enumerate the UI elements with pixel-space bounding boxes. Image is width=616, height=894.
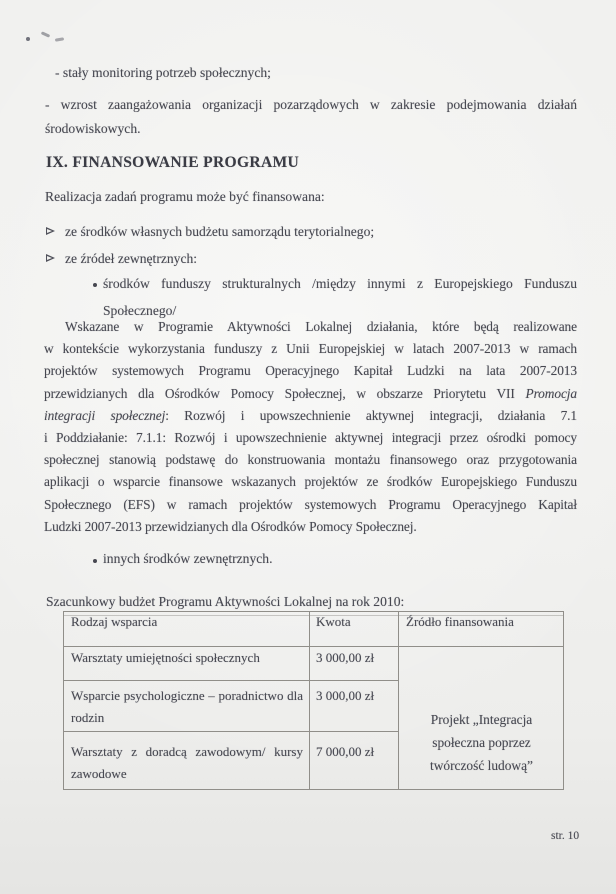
table-cell-line: rodzin bbox=[71, 709, 105, 725]
table-cell-amount-3: 7 000,00 zł bbox=[310, 732, 399, 789]
text-run: przewidzianych dla Ośrodków Pomocy Społecznej, w obszarze Priorytetu VII bbox=[44, 385, 526, 401]
text-run: w kontekście wykorzystania funduszy z Unii Europejskiej w latach 2007-2013 w ramach bbox=[44, 341, 577, 357]
text-run: aplikacji o wsparcie finansowe wskazanych projektów ze środków Europejskiego Funduszu bbox=[44, 474, 577, 490]
table-cell-support-3 bbox=[64, 732, 310, 789]
ink-speck bbox=[41, 31, 50, 37]
text-run: Społecznego (EFS) w ramach projektów systemowych Programu Operacyjnego Kapitał bbox=[44, 496, 577, 512]
section-heading: IX. FINANSOWANIE PROGRAMU bbox=[46, 154, 300, 171]
list-item-other-external: innych środków zewnętrznych. bbox=[103, 551, 273, 566]
text-run: projektów systemowych Programu Operacyjnego Kapitał Ludzki na lata 2007-2013 bbox=[44, 363, 577, 379]
list-item-external-sources: ze źródeł zewnętrznych: bbox=[65, 251, 198, 266]
table-cell-amount-1: 3 000,00 zł bbox=[310, 647, 399, 681]
column-header-funding-source: Źródło finansowania bbox=[399, 612, 563, 647]
paragraph-line bbox=[44, 338, 577, 360]
ink-speck bbox=[26, 37, 30, 41]
table-cell-line: zawodowe bbox=[71, 765, 127, 781]
dot-bullet-icon bbox=[93, 559, 97, 563]
paragraph-line bbox=[44, 383, 577, 405]
funding-source-line: Projekt „Integracja bbox=[430, 712, 533, 727]
intro-paragraph-ngo bbox=[45, 93, 577, 141]
text-run: społecznej stanowią podstawę do konstruowania montażu finansowego oraz przygotowania bbox=[44, 452, 577, 468]
italic-text-run: Promocja bbox=[525, 385, 577, 401]
budget-table bbox=[63, 611, 564, 790]
column-header-support-type: Rodzaj wsparcia bbox=[64, 612, 310, 647]
budget-table-caption: Szacunkowy budżet Programu Aktywności Lokalnej na rok 2010: bbox=[46, 594, 405, 609]
paragraph-line bbox=[44, 516, 577, 538]
dot-bullet-icon bbox=[93, 283, 97, 287]
arrowhead-bullet-icon bbox=[46, 227, 55, 235]
paragraph-line: - wzrost zaangażowania organizacji pozarządowych w zakresie podejmowania działań bbox=[45, 97, 577, 112]
column-header-amount: Kwota bbox=[310, 612, 399, 647]
arrowhead-bullet-icon bbox=[46, 254, 55, 262]
text-run: i Poddziałanie: 7.1.1: Rozwój i upowszechnienie aktywnej integracji przez ośrodki pomocy bbox=[44, 430, 577, 446]
paragraph-line bbox=[44, 316, 577, 338]
paragraph-line bbox=[44, 360, 577, 382]
paragraph-line bbox=[44, 449, 577, 471]
section-lead: Realizacja zadań programu może być finansowana: bbox=[45, 189, 325, 204]
paragraph-line bbox=[44, 494, 577, 516]
eu-funding-paragraph bbox=[44, 316, 577, 538]
table-cell-line: Warsztaty z doradcą zawodowym/ kursy bbox=[71, 744, 303, 759]
paragraph-line: środków funduszy strukturalnych /między innymi z Europejskiego Funduszu bbox=[103, 276, 577, 291]
paragraph-line bbox=[44, 471, 577, 493]
table-cell-amount-2: 3 000,00 zł bbox=[310, 681, 399, 732]
paragraph-line: Społecznego/ bbox=[103, 303, 177, 318]
table-cell-line: Wsparcie psychologiczne – poradnictwo dla bbox=[71, 688, 303, 703]
paragraph-line: środowiskowych. bbox=[45, 121, 141, 136]
funding-source-line: twórczość ludową” bbox=[430, 758, 533, 774]
paragraph-line bbox=[44, 405, 577, 427]
list-item-own-funds: ze środków własnych budżetu samorządu terytorialnego; bbox=[65, 224, 375, 239]
intro-line-monitoring: - stały monitoring potrzeb społecznych; bbox=[55, 65, 271, 80]
table-cell-support-1: Warsztaty umiejętności społecznych bbox=[64, 647, 310, 681]
text-run: : Rozwój i upowszechnienie aktywnej integracji, działania 7.1 bbox=[165, 407, 578, 423]
text-run: Wskazane w Programie Aktywności Lokalnej działania, które będą realizowane bbox=[65, 319, 577, 334]
text-run: Ludzki 2007-2013 przewidzianych dla Ośrodków Pomocy Społecznej. bbox=[44, 518, 417, 534]
funding-source-line: społeczna poprzez bbox=[432, 735, 531, 751]
ink-speck bbox=[55, 37, 64, 42]
table-cell-funding-source bbox=[399, 647, 563, 789]
table-cell-support-2 bbox=[64, 681, 310, 732]
page-number: str. 10 bbox=[551, 830, 580, 842]
paragraph-line bbox=[44, 427, 577, 449]
italic-text-run: integracji społecznej bbox=[44, 407, 166, 423]
